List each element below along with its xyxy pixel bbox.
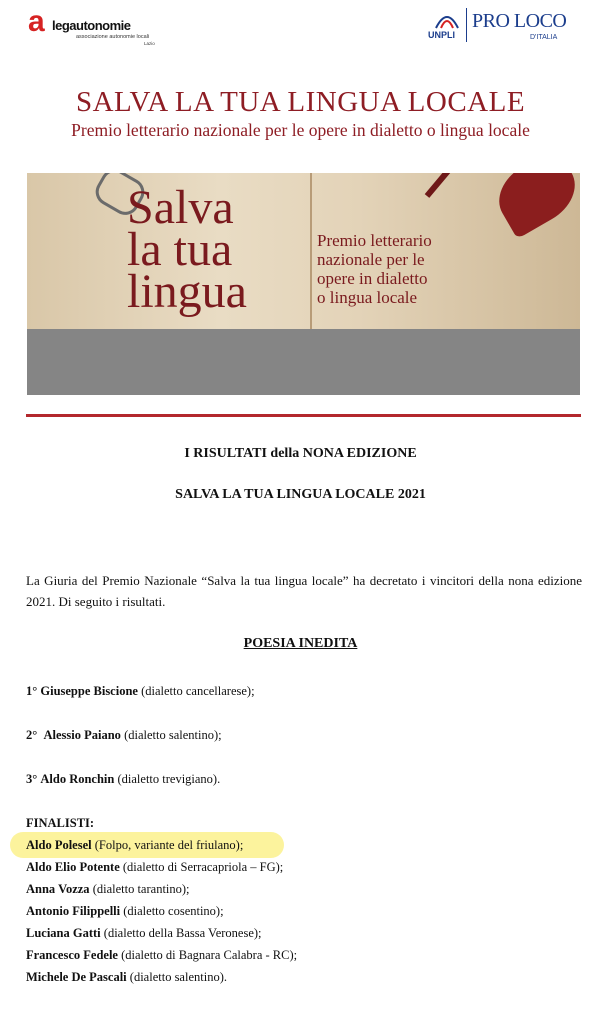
- finalists-label: FINALISTI:: [26, 816, 95, 830]
- banner-right-line: nazionale per le: [317, 250, 425, 269]
- banner-big-line: la tua: [127, 223, 233, 276]
- banner-big-line: Salva: [127, 181, 234, 234]
- winner-name: Giuseppe Biscione: [40, 684, 138, 698]
- winner-name: Aldo Ronchin: [40, 772, 115, 786]
- redacted-block: [27, 329, 580, 395]
- winner-third: [26, 772, 220, 787]
- finalist-name: Anna Vozza: [26, 882, 90, 896]
- winner-first: [26, 684, 255, 699]
- unpli-emblem-icon: [434, 8, 460, 30]
- finalist-detail: (dialetto di Serracapriola – FG);: [122, 860, 284, 874]
- finalist-detail: (dialetto della Bassa Veronese);: [103, 926, 262, 940]
- list-item: [26, 946, 297, 968]
- list-item: [26, 902, 297, 924]
- finalist-detail: (dialetto salentino).: [129, 970, 227, 984]
- finalist-detail: (dialetto di Bagnara Calabra - RC);: [121, 948, 298, 962]
- page-title: SALVA LA TUA LINGUA LOCALE: [75, 86, 526, 118]
- finalist-name: Francesco Fedele: [26, 948, 118, 962]
- banner-right-line: Premio letterario: [317, 231, 432, 250]
- winner-second: [26, 728, 222, 743]
- list-item: [26, 968, 297, 990]
- banner-big-line: lingua: [127, 265, 247, 318]
- results-subheading: SALVA LA TUA LINGUA LOCALE 2021: [175, 487, 426, 502]
- unpli-label: UNPLI: [428, 30, 455, 40]
- page-subtitle: Premio letterario nazionale per le opere in dialetto o lingua locale: [71, 120, 530, 140]
- winner-rank: 2°: [26, 728, 38, 742]
- ditalia-label: D'ITALIA: [530, 34, 558, 41]
- finalist-detail: (dialetto tarantino);: [92, 882, 190, 896]
- winner-name: Alessio Paiano: [43, 728, 121, 742]
- red-divider: [26, 414, 581, 417]
- winner-detail: (dialetto trevigiano).: [117, 772, 221, 786]
- finalist-name: Luciana Gatti: [26, 926, 101, 940]
- banner-divider: [310, 173, 312, 329]
- finalist-detail: (Folpo, variante del friulano);: [94, 838, 244, 852]
- legautonomie-mark: a: [28, 5, 45, 38]
- legautonomie-brand: legautonomie: [52, 18, 131, 33]
- list-item: [26, 836, 297, 858]
- finalist-name: Antonio Filippelli: [26, 904, 121, 918]
- banner-big-text: [127, 181, 247, 318]
- banner-image: [27, 173, 580, 329]
- winner-detail: (dialetto salentino);: [124, 728, 222, 742]
- results-heading: I RISULTATI della NONA EDIZIONE: [184, 446, 417, 461]
- finalists-list: [26, 836, 297, 990]
- proloco-label: PRO LOCO: [472, 10, 567, 32]
- finalist-name: Aldo Polesel: [26, 838, 92, 852]
- banner-right-line: o lingua locale: [317, 288, 418, 307]
- banner-right-text: [317, 231, 432, 307]
- legautonomie-subtitle: associazione autonomie locali: [76, 34, 150, 40]
- quill-feather-icon: [487, 173, 580, 239]
- winner-rank: 1°: [26, 684, 38, 698]
- proloco-logo: [428, 6, 578, 46]
- finalist-detail: (dialetto cosentino);: [123, 904, 224, 918]
- section-title: POESIA INEDITA: [243, 636, 358, 651]
- banner-right-line: opere in dialetto: [317, 269, 428, 288]
- list-item: [26, 858, 297, 880]
- winner-rank: 3°: [26, 772, 38, 786]
- legautonomie-logo: [28, 5, 168, 46]
- list-item: [26, 924, 297, 946]
- finalist-name: Aldo Elio Potente: [26, 860, 120, 874]
- logo-separator: [466, 8, 467, 42]
- finalist-name: Michele De Pascali: [26, 970, 127, 984]
- intro-paragraph: La Giuria del Premio Nazionale “Salva la tua lingua locale” ha decretato i vincitori della nona edizione 2021. Di seguito i risultati.: [26, 573, 582, 609]
- winner-detail: (dialetto cancellarese);: [141, 684, 255, 698]
- legautonomie-region: Lazio: [144, 41, 155, 46]
- list-item: [26, 880, 297, 902]
